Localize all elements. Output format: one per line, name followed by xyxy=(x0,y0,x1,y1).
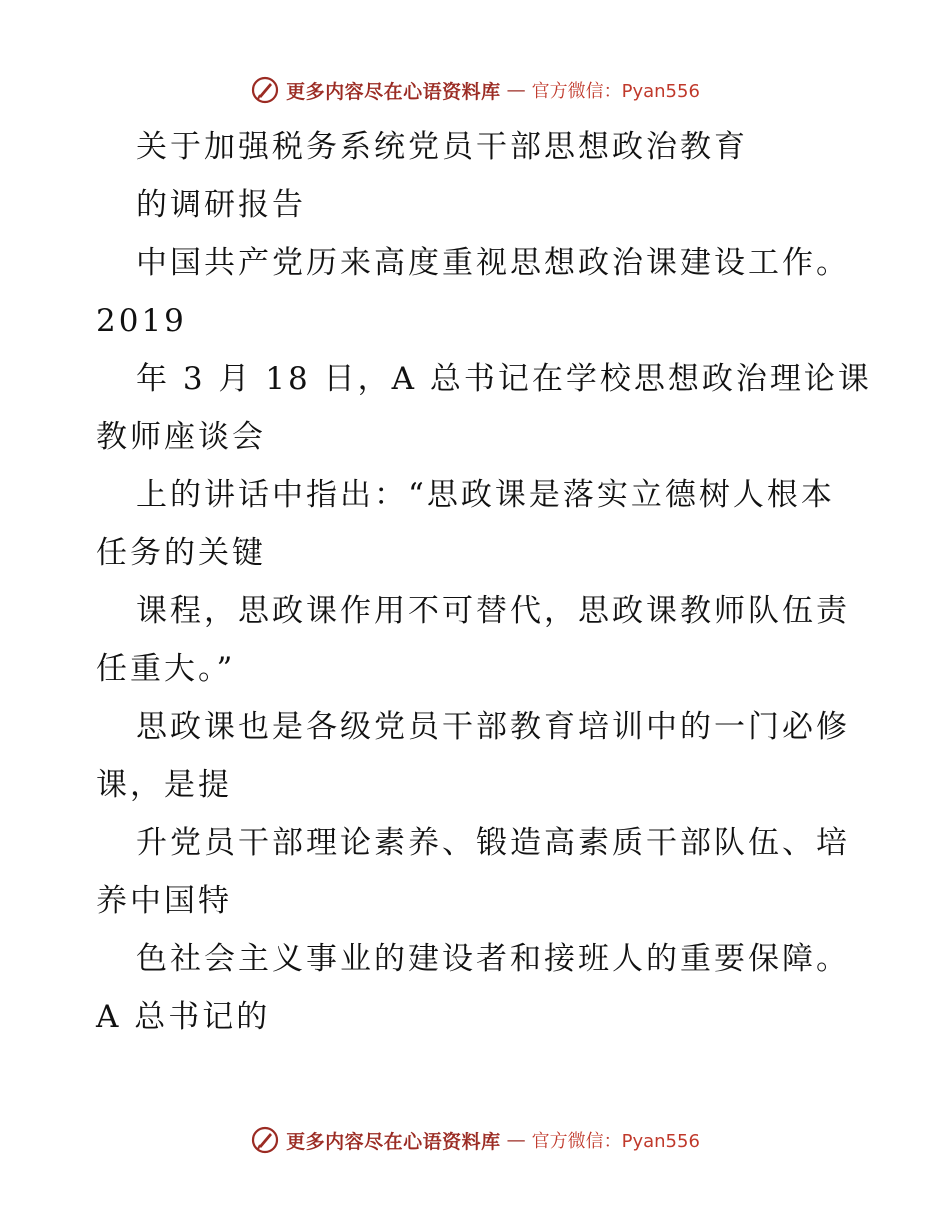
text-line: 养中国特 xyxy=(96,883,232,919)
feather-pen-circle-icon xyxy=(250,1125,280,1155)
footer-watermark-banner xyxy=(0,1122,950,1158)
text-line: 色社会主义事业的建设者和接班人的重要保障。 xyxy=(136,941,850,977)
text-line: 任务的关键 xyxy=(96,535,266,571)
banner-separator: — xyxy=(506,79,526,101)
text-line: 上的讲话中指出：“思政课是落实立德树人根本 xyxy=(136,477,835,513)
banner-site-text: 更多内容尽在心语资料库 xyxy=(286,1130,501,1153)
title-line-1: 关于加强税务系统党员干部思想政治教育 xyxy=(136,129,748,165)
banner-site-text: 更多内容尽在心语资料库 xyxy=(286,80,501,103)
text-line: 课程，思政课作用不可替代，思政课教师队伍责 xyxy=(136,593,850,629)
banner-wechat-text: 官方微信：Pyan556 xyxy=(531,81,700,102)
text-line: 任重大。” xyxy=(96,651,236,687)
header-watermark-banner xyxy=(0,72,950,108)
title-line-2: 的调研报告 xyxy=(136,187,306,223)
text-line: A 总书记的 xyxy=(96,999,271,1035)
text-line: 升党员干部理论素养、锻造高素质干部队伍、培 xyxy=(136,825,850,861)
feather-pen-circle-icon xyxy=(250,75,280,105)
document-body xyxy=(96,118,896,1046)
text-line: 教师座谈会 xyxy=(96,419,266,455)
text-line: 年 3 月 18 日，A 总书记在学校思想政治理论课 xyxy=(136,361,872,397)
text-line: 思政课也是各级党员干部教育培训中的一门必修 xyxy=(136,709,850,745)
banner-wechat-text: 官方微信：Pyan556 xyxy=(531,1131,700,1152)
banner-separator: — xyxy=(506,1129,526,1151)
text-line: 2019 xyxy=(96,303,187,339)
text-line: 课，是提 xyxy=(96,767,232,803)
text-line: 中国共产党历来高度重视思想政治课建设工作。 xyxy=(136,245,850,281)
